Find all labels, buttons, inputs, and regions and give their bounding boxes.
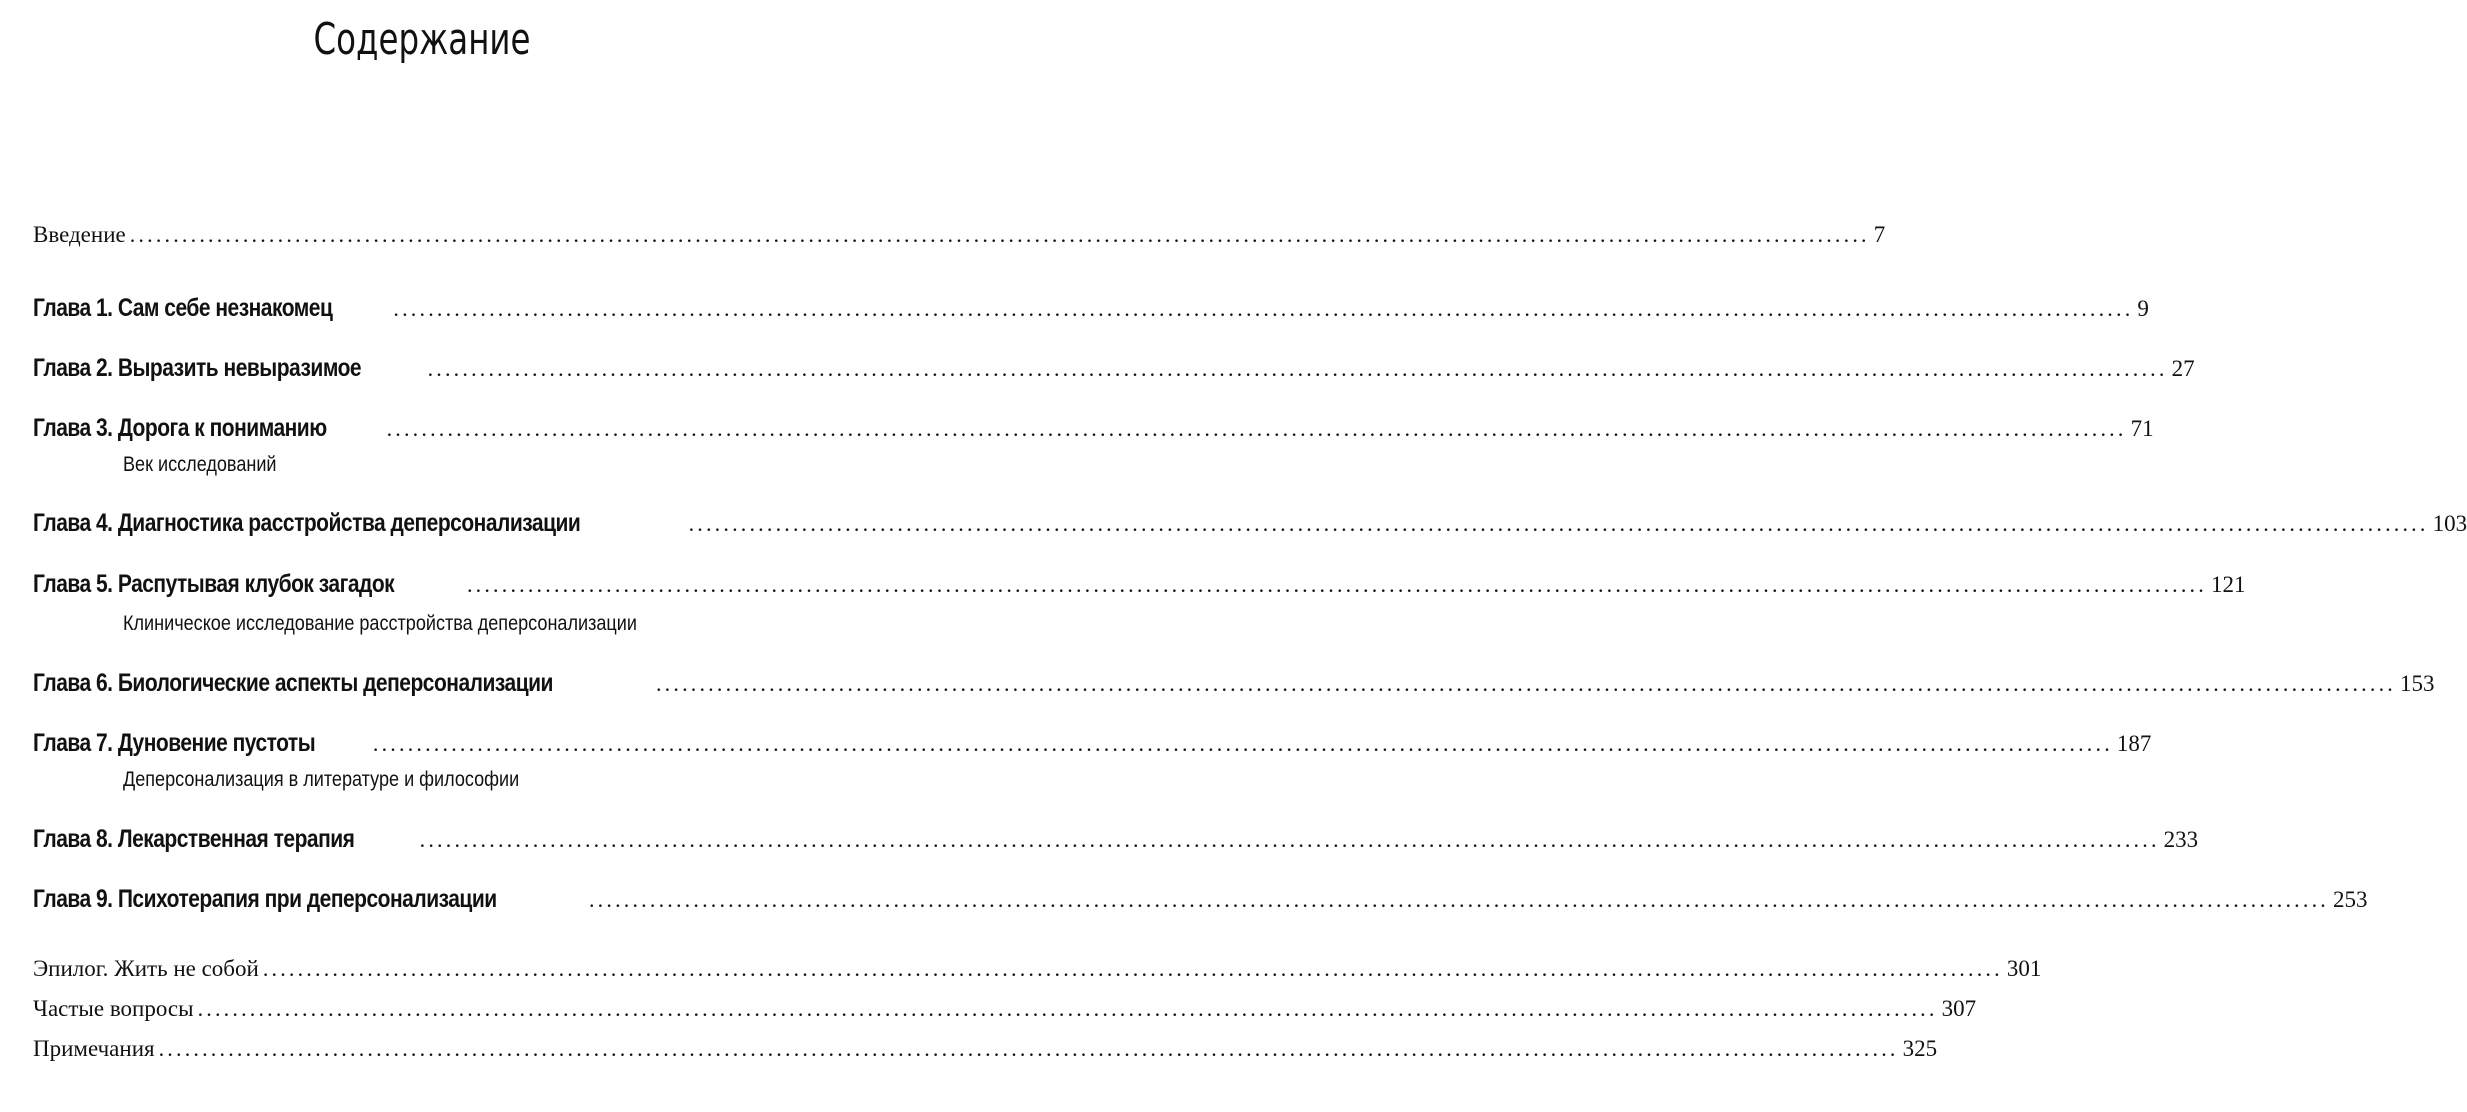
dot-leader: ........................................................................................................................................................................................................ bbox=[466, 572, 2207, 597]
toc-subtitle: Век исследований bbox=[123, 453, 277, 476]
toc-entry-introduction[interactable] bbox=[33, 222, 1886, 248]
toc-entry-notes[interactable] bbox=[33, 1036, 1938, 1062]
toc-entry-label: Глава 3. Дорога к пониманию bbox=[33, 414, 327, 442]
toc-page-number: 153 bbox=[2399, 671, 2435, 696]
toc-entry-faq[interactable] bbox=[33, 996, 1977, 1022]
toc-entry-chapter-8[interactable] bbox=[33, 825, 2199, 854]
dot-leader: ........................................................................................................................................................................................................ bbox=[419, 827, 2160, 852]
toc-entry-label: Эпилог. Жить не собой bbox=[33, 956, 259, 981]
toc-entry-label: Глава 1. Сам себе незнакомец bbox=[33, 294, 333, 322]
toc-entry-label: Глава 8. Лекарственная терапия bbox=[33, 825, 355, 853]
dot-leader: ........................................................................................................................................................................................................ bbox=[655, 671, 2396, 696]
dot-leader: ........................................................................................................................................................................................................ bbox=[129, 222, 1870, 247]
toc-entry-label: Примечания bbox=[33, 1036, 155, 1061]
toc-entry-label: Глава 7. Дуновение пустоты bbox=[33, 729, 316, 757]
toc-entry-chapter-1[interactable] bbox=[33, 294, 2149, 323]
toc-page-number: 253 bbox=[2332, 887, 2368, 912]
toc-page-number: 27 bbox=[2171, 356, 2195, 381]
page-title: Содержание bbox=[313, 14, 531, 65]
toc-entry-label: Глава 2. Выразить невыразимое bbox=[33, 354, 362, 382]
toc-entry-label: Глава 9. Психотерапия при деперсонализации bbox=[33, 885, 497, 913]
dot-leader: ........................................................................................................................................................................................................ bbox=[588, 887, 2329, 912]
toc-page-number: 233 bbox=[2163, 827, 2199, 852]
toc-subtitle: Клиническое исследование расстройства деперсонализации bbox=[123, 612, 637, 635]
toc-entry-chapter-2[interactable] bbox=[33, 354, 2195, 383]
toc-page-number: 71 bbox=[2130, 416, 2154, 441]
toc-entry-chapter-3[interactable] bbox=[33, 414, 2154, 443]
toc-entry-label: Глава 6. Биологические аспекты деперсонализации bbox=[33, 669, 553, 697]
dot-leader: ........................................................................................................................................................................................................ bbox=[393, 296, 2134, 321]
dot-leader: ........................................................................................................................................................................................................ bbox=[158, 1036, 1899, 1061]
toc-entry-chapter-9[interactable] bbox=[33, 885, 2368, 914]
toc-page-number: 103 bbox=[2432, 511, 2467, 536]
dot-leader: ........................................................................................................................................................................................................ bbox=[262, 956, 2003, 981]
toc-page-number: 325 bbox=[1902, 1036, 1938, 1061]
toc-entry-label: Частые вопросы bbox=[33, 996, 194, 1021]
toc-page-number: 7 bbox=[1873, 222, 1886, 247]
toc-entry-label: Введение bbox=[33, 222, 126, 247]
toc-entry-label: Глава 4. Диагностика расстройства деперсонализации bbox=[33, 509, 581, 537]
toc-page-number: 301 bbox=[2006, 956, 2042, 981]
dot-leader: ........................................................................................................................................................................................................ bbox=[688, 511, 2429, 536]
toc-entry-epilogue[interactable] bbox=[33, 956, 2042, 982]
dot-leader: ........................................................................................................................................................................................................ bbox=[372, 731, 2113, 756]
toc-entry-chapter-7[interactable] bbox=[33, 729, 2152, 758]
toc-subtitle: Деперсонализация в литературе и философии bbox=[123, 768, 520, 791]
toc-page-number: 187 bbox=[2116, 731, 2152, 756]
toc-page-number: 307 bbox=[1941, 996, 1977, 1021]
toc-entry-chapter-4[interactable] bbox=[33, 509, 2467, 538]
toc-entry-chapter-6[interactable] bbox=[33, 669, 2435, 698]
dot-leader: ........................................................................................................................................................................................................ bbox=[197, 996, 1938, 1021]
toc-entry-chapter-5[interactable] bbox=[33, 570, 2246, 599]
toc-page-number: 9 bbox=[2137, 296, 2149, 321]
dot-leader: ........................................................................................................................................................................................................ bbox=[386, 416, 2127, 441]
dot-leader: ........................................................................................................................................................................................................ bbox=[427, 356, 2168, 381]
toc-entry-label: Глава 5. Распутывая клубок загадок bbox=[33, 570, 395, 598]
toc-page-number: 121 bbox=[2210, 572, 2246, 597]
